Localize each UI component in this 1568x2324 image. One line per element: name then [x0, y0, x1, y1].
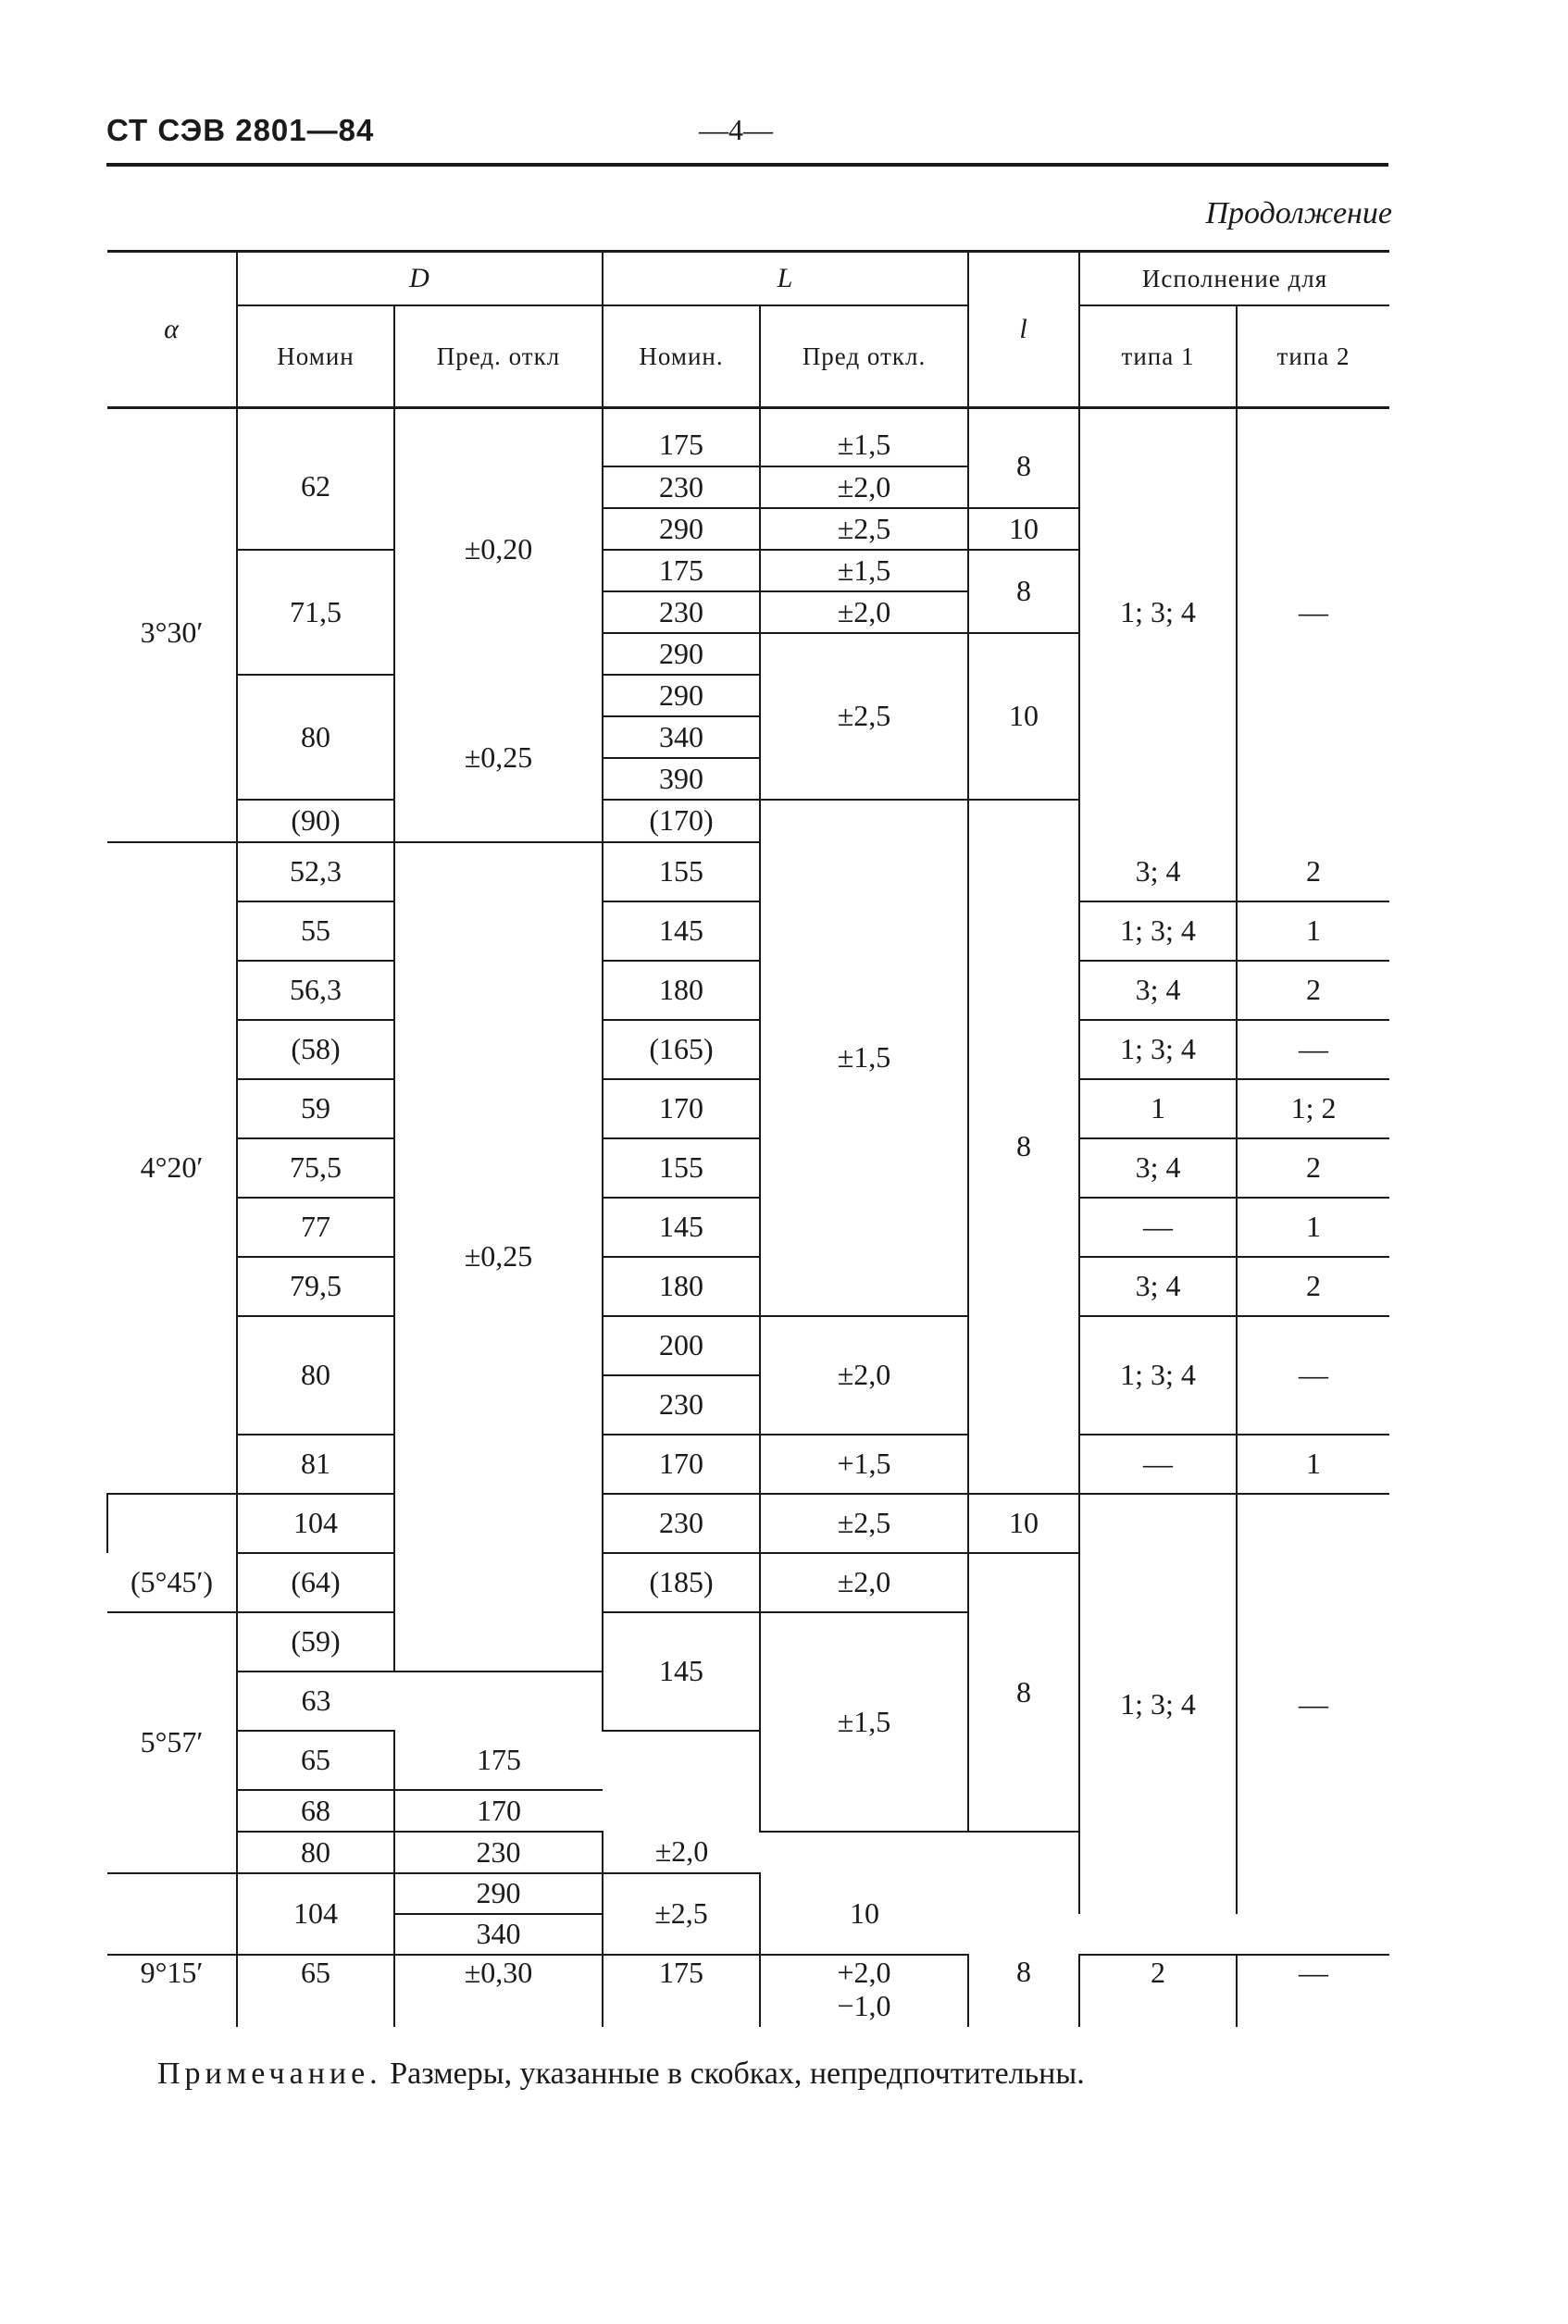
type1-cell: 3; 4	[1079, 1138, 1237, 1198]
type1-cell: 3; 4	[1079, 961, 1237, 1020]
d-nominal-cell: 80	[237, 1832, 394, 1873]
l-nominal-cell: 175	[603, 1955, 760, 2027]
d-nominal-cell: 104	[237, 1494, 394, 1553]
type1-cell: —	[1079, 1435, 1237, 1494]
l-tolerance-cell: +1,5	[760, 1435, 968, 1494]
d-tolerance-cell: ±0,20	[394, 425, 603, 675]
l-nominal-cell: 175	[394, 1731, 603, 1790]
type2-cell: 1	[1237, 1435, 1389, 1494]
col-alpha: α	[107, 252, 237, 408]
col-type1: типа 1	[1079, 305, 1237, 408]
l-nominal-cell: (170)	[603, 800, 760, 842]
d-tolerance-cell: ±0,30	[394, 1955, 603, 2027]
alpha-cell: 5°57′	[107, 1612, 237, 1873]
l-cell: 8	[968, 800, 1079, 1494]
l-nominal-cell: 230	[603, 1494, 760, 1553]
l-nominal-cell: 145	[603, 1612, 760, 1731]
l-tolerance-cell: ±1,5	[760, 800, 968, 1316]
d-nominal-cell: 80	[237, 1316, 394, 1435]
l-cell: 8	[968, 1955, 1079, 2027]
d-nominal-cell: 65	[237, 1731, 394, 1790]
l-nominal-cell: (185)	[603, 1553, 760, 1612]
type2-cell: —	[1237, 1020, 1389, 1079]
type2-cell: 2	[1237, 842, 1389, 901]
col-D-tolerance: Пред. откл	[394, 305, 603, 408]
l-nominal-cell: (165)	[603, 1020, 760, 1079]
d-nominal-cell: 71,5	[237, 550, 394, 675]
d-nominal-cell: 75,5	[237, 1138, 394, 1198]
d-tolerance-cell: ±0,25	[394, 675, 603, 842]
type1-cell: 1	[1079, 1079, 1237, 1138]
type2-cell: 1; 2	[1237, 1079, 1389, 1138]
note-lead: Примечание.	[157, 2057, 382, 2091]
type2-cell: —	[1237, 425, 1389, 800]
d-nominal-cell: 52,3	[237, 842, 394, 901]
l-tolerance-cell: ±2,0	[760, 1553, 968, 1612]
l-nominal-cell: 155	[603, 1138, 760, 1198]
d-tolerance-cell: ±0,25	[394, 842, 603, 1672]
d-nominal-cell: 80	[237, 675, 394, 800]
l-nominal-cell: 180	[603, 961, 760, 1020]
col-D: D	[237, 252, 603, 306]
type2-cell: —	[1237, 1955, 1389, 2027]
alpha-cell: (5°45′)	[107, 1553, 237, 1612]
l-nominal-cell: 200	[603, 1316, 760, 1375]
l-nominal-cell: 230	[394, 1832, 603, 1873]
col-l: l	[968, 252, 1079, 408]
header-rule	[106, 163, 1388, 167]
type2-cell: 2	[1237, 961, 1389, 1020]
alpha-cell: 9°15′	[107, 1955, 237, 2027]
l-nominal-cell: 170	[394, 1790, 603, 1832]
type2-cell: 2	[1237, 1257, 1389, 1316]
page-header	[106, 113, 1388, 154]
l-cell: 10	[968, 633, 1079, 800]
l-nominal-cell: 340	[394, 1914, 603, 1955]
note-text: Размеры, указанные в скобках, непредпочтительны.	[381, 2057, 1085, 2091]
type2-cell: 2	[1237, 1138, 1389, 1198]
l-nominal-cell: 145	[603, 901, 760, 961]
l-tolerance-cell: ±2,0	[603, 1832, 760, 1873]
alpha-cell: 3°30′	[107, 425, 237, 842]
l-tolerance-cell: ±2,0	[760, 591, 968, 633]
alpha-cell: 4°20′	[107, 842, 237, 1494]
l-nominal-cell: 390	[603, 758, 760, 800]
d-nominal-cell: 63	[237, 1672, 394, 1731]
l-cell: 8	[968, 425, 1079, 508]
type1-cell: 2	[1079, 1955, 1237, 2027]
l-nominal-cell: 230	[603, 466, 760, 508]
l-tolerance-cell: ±2,0	[760, 466, 968, 508]
d-nominal-cell: 79,5	[237, 1257, 394, 1316]
type2-cell: 1	[1237, 901, 1389, 961]
l-nominal-cell: 170	[603, 1079, 760, 1138]
d-nominal-cell: (58)	[237, 1020, 394, 1079]
l-tolerance-cell: ±2,5	[760, 508, 968, 550]
type1-cell: —	[1079, 1198, 1237, 1257]
d-nominal-cell: 81	[237, 1435, 394, 1494]
col-execution: Исполнение для	[1079, 252, 1389, 306]
d-nominal-cell: (59)	[237, 1612, 394, 1672]
l-nominal-cell: 155	[603, 842, 760, 901]
d-nominal-cell: 65	[237, 1955, 394, 2027]
type1-cell: 1; 3; 4	[1079, 1316, 1237, 1435]
l-nominal-cell: 290	[603, 675, 760, 716]
l-nominal-cell: 180	[603, 1257, 760, 1316]
l-tolerance-cell: ±1,5	[760, 1612, 968, 1832]
l-nominal-cell: 340	[603, 716, 760, 758]
type2-cell: —	[1237, 1494, 1389, 1914]
type1-cell: 3; 4	[1079, 1257, 1237, 1316]
type2-cell: —	[1237, 1316, 1389, 1435]
l-tolerance-cell	[760, 1955, 968, 2027]
continuation-label: Продолжение	[1205, 196, 1392, 230]
d-nominal-cell: 77	[237, 1198, 394, 1257]
type1-cell: 1; 3; 4	[1079, 1020, 1237, 1079]
l-tolerance-upper: +2,0	[837, 1955, 891, 1989]
l-cell: 10	[968, 1494, 1079, 1553]
l-tolerance-cell: ±2,0	[760, 1316, 968, 1435]
type1-cell: 1; 3; 4	[1079, 1494, 1237, 1914]
l-nominal-cell: 290	[603, 508, 760, 550]
col-L-tolerance: Пред откл.	[760, 305, 968, 408]
l-tolerance-cell: ±1,5	[760, 425, 968, 466]
l-cell: 10	[760, 1873, 968, 1955]
l-tolerance-cell: ±2,5	[603, 1873, 760, 1955]
table-note	[157, 2057, 1085, 2092]
l-nominal-cell: 175	[603, 425, 760, 466]
type2-cell: 1	[1237, 1198, 1389, 1257]
d-nominal-cell: (64)	[237, 1553, 394, 1612]
l-tolerance-cell: ±2,5	[760, 1494, 968, 1553]
standard-number: СТ СЭВ 2801—84	[106, 113, 375, 147]
l-nominal-cell: 175	[603, 550, 760, 591]
l-tolerance-lower: −1,0	[837, 1988, 891, 2022]
l-nominal-cell: 145	[603, 1198, 760, 1257]
l-cell: 8	[968, 550, 1079, 633]
type1-cell: 1; 3; 4	[1079, 425, 1237, 800]
l-nominal-cell: 170	[603, 1435, 760, 1494]
d-nominal-cell: (90)	[237, 800, 394, 842]
col-D-nominal: Номин	[237, 305, 394, 408]
l-tolerance-cell: ±1,5	[760, 550, 968, 591]
l-cell: 8	[968, 1553, 1079, 1832]
d-nominal-cell: 59	[237, 1079, 394, 1138]
type1-cell: 1; 3; 4	[1079, 901, 1237, 961]
d-nominal-cell: 55	[237, 901, 394, 961]
l-nominal-cell: 230	[603, 1375, 760, 1435]
d-nominal-cell: 56,3	[237, 961, 394, 1020]
d-nominal-cell: 68	[237, 1790, 394, 1832]
d-nominal-cell: 104	[237, 1873, 394, 1955]
col-type2: типа 2	[1237, 305, 1389, 408]
l-nominal-cell: 290	[603, 633, 760, 675]
dimensions-table	[106, 250, 1389, 2027]
l-nominal-cell: 230	[603, 591, 760, 633]
l-cell: 10	[968, 508, 1079, 550]
l-tolerance-cell: ±2,5	[760, 633, 968, 800]
type1-cell: 3; 4	[1079, 842, 1237, 901]
d-nominal-cell: 62	[237, 425, 394, 550]
l-nominal-cell: 290	[394, 1873, 603, 1914]
col-L-nominal: Номин.	[603, 305, 760, 408]
page-number: —4—	[699, 113, 773, 146]
col-L: L	[603, 252, 968, 306]
